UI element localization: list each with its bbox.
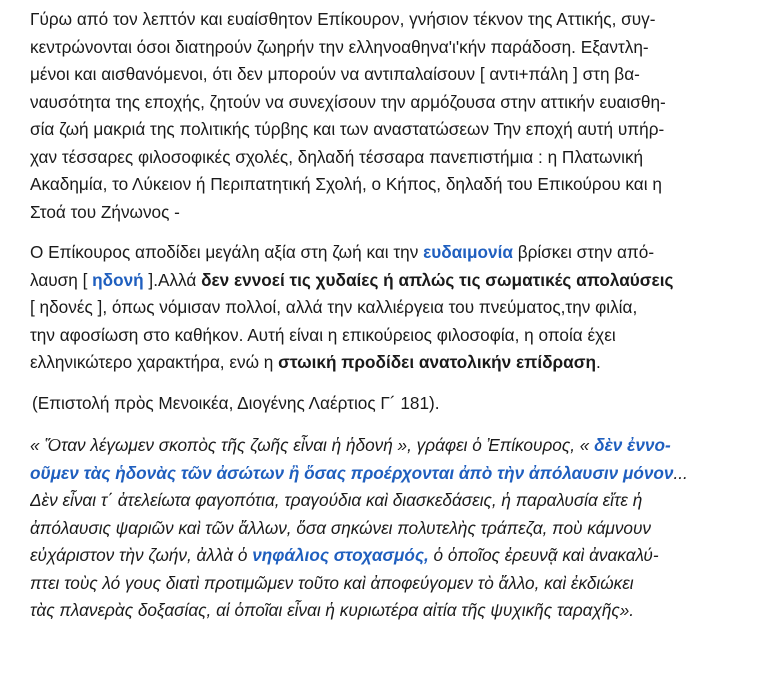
text-line: Γύρω από τον λεπτόν και ευαίσθητον Επίκουρον, γνήσιον τέκνον της Αττικής, συγ- xyxy=(30,9,656,29)
text-span: « Ὅταν λέγωμεν σκοπὸς τῆς ζωῆς εἶναι ἡ ἡδονή », γράφει ὁ Ἐπίκουρος, « xyxy=(30,435,595,455)
text-line xyxy=(30,349,765,377)
keyword-eudaimonia: ευδαιμονία xyxy=(423,242,513,262)
emphasis-text: στωική προδίδει ανατολικήν επίδραση xyxy=(278,352,596,372)
emphasis-text: δεν εννοεί τις χυδαίες ή απλώς τις σωματικές απολαύσεις xyxy=(201,269,674,290)
text-line: ἀπόλαυσις ψαριῶν καὶ τῶν ἄλλων, ὅσα σηκώνει πολυτελὴς τράπεζα, ποὺ κάμνουν xyxy=(30,517,652,538)
text-line: χαν τέσσαρες φιλοσοφικές σχολές, δηλαδή τέσσαρα πανεπιστήμια : η Πλατωνική xyxy=(30,146,644,167)
text-span: ελληνικώτερο χαρακτήρα, ενώ η xyxy=(30,352,279,372)
document-page xyxy=(30,6,765,625)
text-span: βρίσκει στην από- xyxy=(512,242,655,262)
quote-highlight: νηφάλιος στοχασμός, xyxy=(252,545,429,565)
text-line: κεντρώνονται όσοι διατηρούν ζωηρήν την ελληνοαθηνα'ι'κήν παράδοση. Εξαντλη- xyxy=(30,36,649,57)
text-line xyxy=(30,460,765,488)
text-line: την αφοσίωση στο καθήκον. Αυτή είναι η επικούρειος φιλοσοφία, η οποία έχει xyxy=(30,324,616,345)
text-span: Ο Επίκουρος αποδίδει μεγάλη αξία στη ζωή και την xyxy=(30,242,424,262)
quote-highlight: οῦμεν τὰς ἡδονὰς τῶν ἀσώτων ἢ ὅσας προέρχονται ἀπὸ τὴν ἀπόλαυσιν μόνον xyxy=(30,462,674,483)
text-line: μένοι και αισθανόμενοι, ότι δεν μπορούν να αντιπαλαίσουν [ αντι+πάλη ] στη βα- xyxy=(30,64,640,84)
citation-paragraph xyxy=(30,390,765,418)
text-line: Δὲν εἶναι τ΄ ἀτελείωτα φαγοπότια, τραγούδια καὶ διασκεδάσεις, ἡ παραλυσία εἴτε ἡ xyxy=(30,490,643,510)
keyword-hedone: ηδονή xyxy=(92,269,144,290)
text-line: σία ζωή μακριά της πολιτικής τύρβης και των αναστατώσεων Την εποχή αυτή υπήρ- xyxy=(30,119,665,139)
citation-text: (Επιστολή πρὸς Μενοικέα, Διογένης Λαέρτιος Γ´ 181). xyxy=(32,392,440,413)
quote-highlight: δὲν ἐννο- xyxy=(594,435,671,455)
text-line xyxy=(30,542,765,570)
text-line xyxy=(30,267,765,295)
text-line xyxy=(30,239,765,267)
paragraph-epicurus-intro xyxy=(30,6,765,226)
text-line: ναυσότητα της εποχής, ζητούν να συνεχίσουν την αρμόζουσα στην αττικήν ευαισθη- xyxy=(30,91,666,112)
paragraph-happiness xyxy=(30,239,765,377)
text-line: πτει τοὺς λό γους διατὶ προτιμῶμεν τοῦτο καὶ ἀποφεύγομεν τὸ ἄλλο, καὶ ἐκδιώκει xyxy=(30,572,634,593)
text-span: λαυση [ xyxy=(30,269,93,290)
text-line xyxy=(30,432,765,460)
text-span: . xyxy=(595,352,601,372)
text-line: Στοά του Ζήνωνος - xyxy=(30,201,180,222)
text-line: τὰς πλανερὰς δοξασίας, αἱ ὁποῖαι εἶναι ἡ κυριωτέρα αἰτία τῆς ψυχικῆς ταραχῆς». xyxy=(30,600,635,620)
text-span: ὁ ὁποῖος ἐρευνᾷ καὶ ἀνακαλύ- xyxy=(428,545,659,565)
text-span: εὐχάριστον τὴν ζωήν, ἀλλὰ ὁ xyxy=(30,545,253,565)
text-line: Ακαδημία, το Λύκειον ή Περιπατητική Σχολή, ο Κήπος, δηλαδή του Επικούρου και η xyxy=(30,174,662,194)
text-line: [ ηδονές ], όπως νόμισαν πολλοί, αλλά την καλλιέργεια του πνεύματος,την φιλία, xyxy=(30,297,638,317)
text-span: ... xyxy=(673,462,688,483)
text-span: ].Αλλά xyxy=(143,269,202,290)
paragraph-quote xyxy=(30,432,765,625)
